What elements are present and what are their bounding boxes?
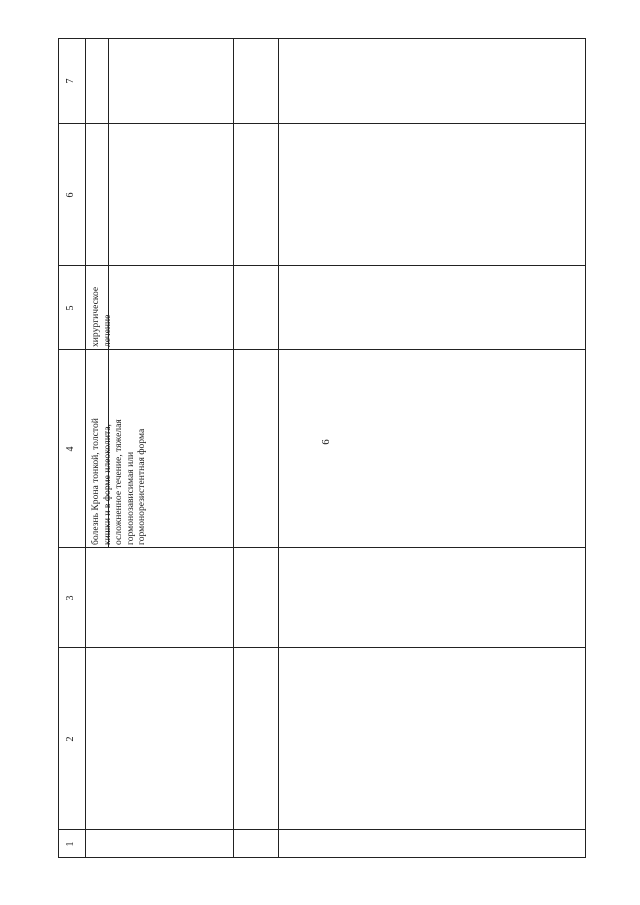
top-treatment-line: лечение (101, 314, 113, 347)
top-diagnosis-line: гормонозависимая или (124, 451, 136, 545)
top-diagnosis-line: гормонорезистентная форма (136, 428, 148, 545)
header-col-1: 1 (65, 841, 76, 847)
header-col-5: 5 (65, 305, 76, 311)
header-col-3: 3 (65, 595, 76, 601)
top-diagnosis-line: кишки и в форме илеоколита, (101, 424, 113, 545)
top-treatment-line: хирургическое (90, 286, 101, 347)
header-col-7: 7 (65, 78, 76, 84)
header-col-4: 4 (65, 446, 76, 452)
table-grid (58, 38, 588, 858)
header-col-6: 6 (65, 192, 76, 198)
header-col-2: 2 (65, 736, 76, 742)
top-diagnosis-line: болезнь Крона тонкой, толстой (90, 418, 101, 545)
page-number: 6 (320, 439, 332, 445)
top-diagnosis-line: осложненное течение, тяжелая (113, 419, 125, 545)
